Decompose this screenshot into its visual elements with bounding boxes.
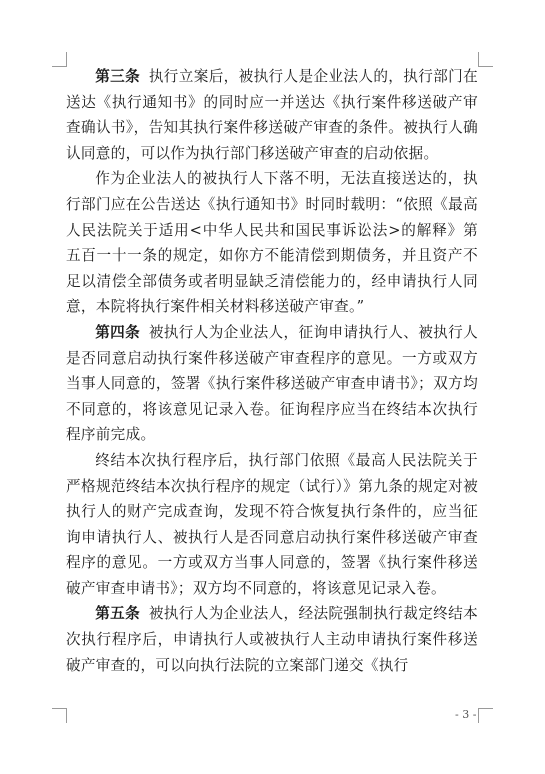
crop-mark-bottom-left bbox=[52, 708, 67, 723]
document-body bbox=[66, 64, 478, 678]
paragraph-article-3 bbox=[66, 64, 478, 166]
paragraph-article-4-continued bbox=[66, 448, 478, 602]
paragraph-text: 终结本次执行程序后，执行部门依照《最高人民法院关于严格规范终结本次执行程序的规定（试行）》第九条的规定对被执行人的财产完成查询，发现不符合恢复执行条件的，应当征询申请执行人、被执行人是否同意启动执行案件移送破产审查程序的意见。一方或双方当事人同意的，签署《执行案件移送破产审查申请书》；双方均不同意的，将该意见记录入卷。 bbox=[66, 451, 478, 597]
paragraph-text: 被执行人为企业法人，征询申请执行人、被执行人是否同意启动执行案件移送破产审查程序的意见。一方或双方当事人同意的，签署《执行案件移送破产审查申请书》；双方均不同意的，将该意见记录入卷。征询程序应当在终结本次执行程序前完成。 bbox=[66, 323, 478, 444]
paragraph-text: 执行立案后，被执行人是企业法人的，执行部门在送达《执行通知书》的同时应一并送达《执行案件移送破产审查确认书》，告知其执行案件移送破产审查的条件。被执行人确认同意的，可以作为执行部门移送破产审查的启动依据。 bbox=[66, 68, 478, 162]
paragraph-text: 被执行人为企业法人，经法院强制执行裁定终结本次执行程序后，申请执行人或被执行人主动申请执行案件移送破产审查的，可以向执行法院的立案部门递交《执行 bbox=[66, 605, 478, 674]
paragraph-article-5 bbox=[66, 601, 478, 678]
crop-mark-bottom-right bbox=[478, 708, 493, 723]
page-number: - 3 - bbox=[455, 708, 477, 721]
paragraph-text: 作为企业法人的被执行人下落不明，无法直接送达的，执行部门应在公告送达《执行通知书》时同时载明：“依照《最高人民法院关于适用<中华人民共和国民事诉讼法>的解释》第五百一十一条的规定，如你方不能清偿到期债务，并且资产不足以清偿全部债务或者明显缺乏清偿能力的，经申请执行人同意，本院将执行案件相关材料移送破产审查。” bbox=[66, 170, 478, 316]
crop-mark-top-left bbox=[52, 52, 67, 67]
article-heading: 第五条 bbox=[95, 605, 141, 623]
crop-mark-top-right bbox=[478, 52, 493, 67]
article-heading: 第四条 bbox=[95, 323, 141, 341]
article-heading: 第三条 bbox=[95, 68, 141, 85]
paragraph-article-4 bbox=[66, 320, 478, 448]
paragraph-article-3-continued bbox=[66, 166, 478, 320]
